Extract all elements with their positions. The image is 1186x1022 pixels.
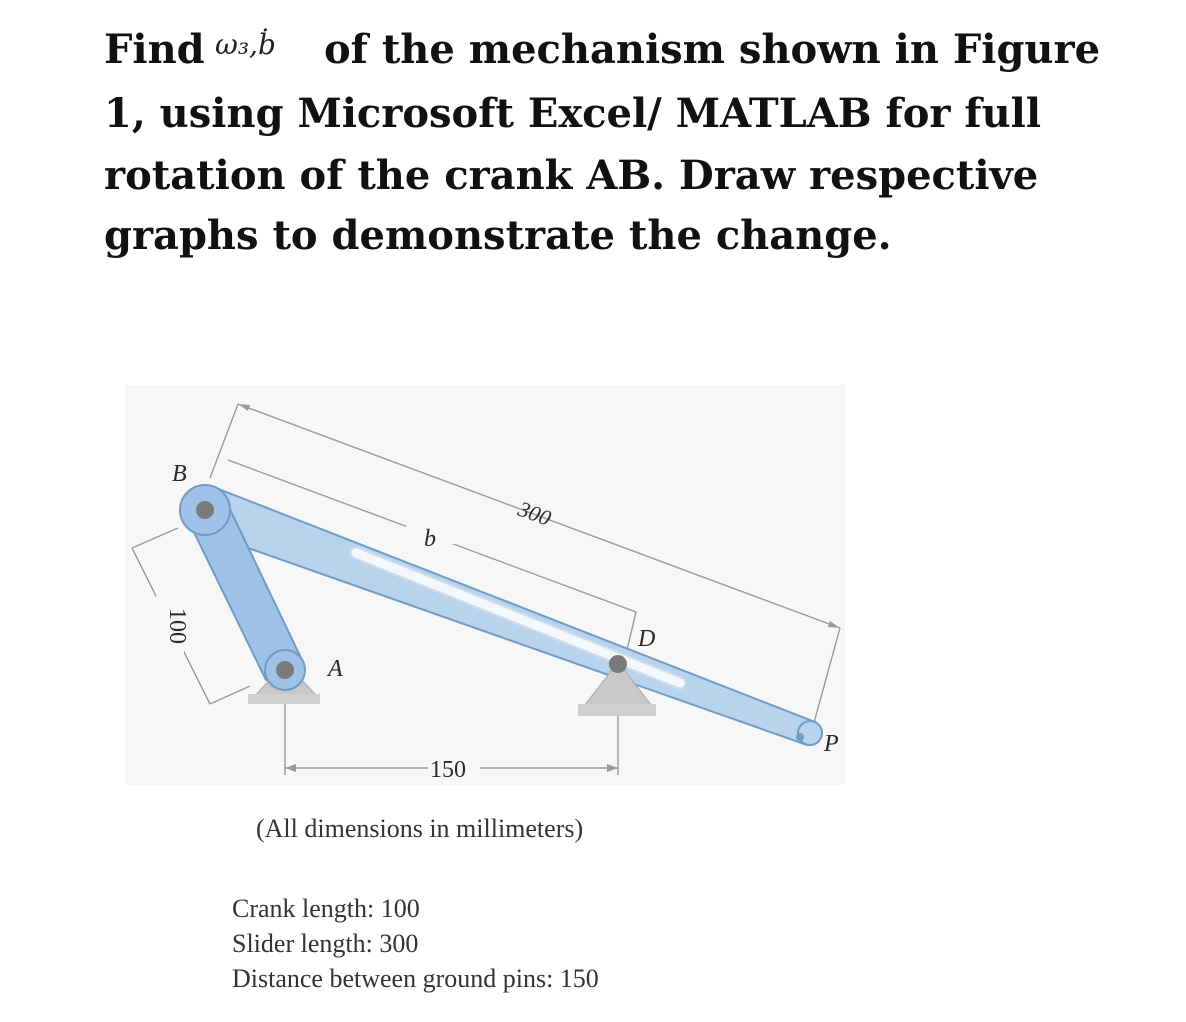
note-slider-length: Slider length: 300 xyxy=(232,929,419,958)
dimension-150-label: 150 xyxy=(430,757,466,783)
note-ground-distance: Distance between ground pins: 150 xyxy=(232,964,599,993)
question-line-1: of the mechanism shown in Figure xyxy=(324,26,1101,73)
dimension-300-label: 300 xyxy=(514,495,555,531)
note-crank-length: Crank length: 100 xyxy=(232,894,420,923)
point-p-label: P xyxy=(824,731,839,757)
question-line-3: rotation of the crank AB. Draw respective xyxy=(104,152,1039,199)
point-a-label: A xyxy=(328,656,343,682)
question-line-4: graphs to demonstrate the change. xyxy=(104,212,892,259)
figure-caption: (All dimensions in millimeters) xyxy=(256,814,584,843)
dimension-b-label: b xyxy=(424,526,436,552)
question-find-word: Find xyxy=(104,26,205,73)
question-symbols: ω₃,ḃ xyxy=(215,28,276,61)
question-line-2: 1, using Microsoft Excel/ MATLAB for full xyxy=(104,90,1042,137)
pin-b xyxy=(196,501,214,519)
slotted-link-bp xyxy=(197,488,822,745)
dimension-100-label: 100 xyxy=(164,608,190,644)
pin-a xyxy=(276,661,294,679)
point-b-label: B xyxy=(172,461,187,487)
point-d-label: D xyxy=(638,626,656,652)
